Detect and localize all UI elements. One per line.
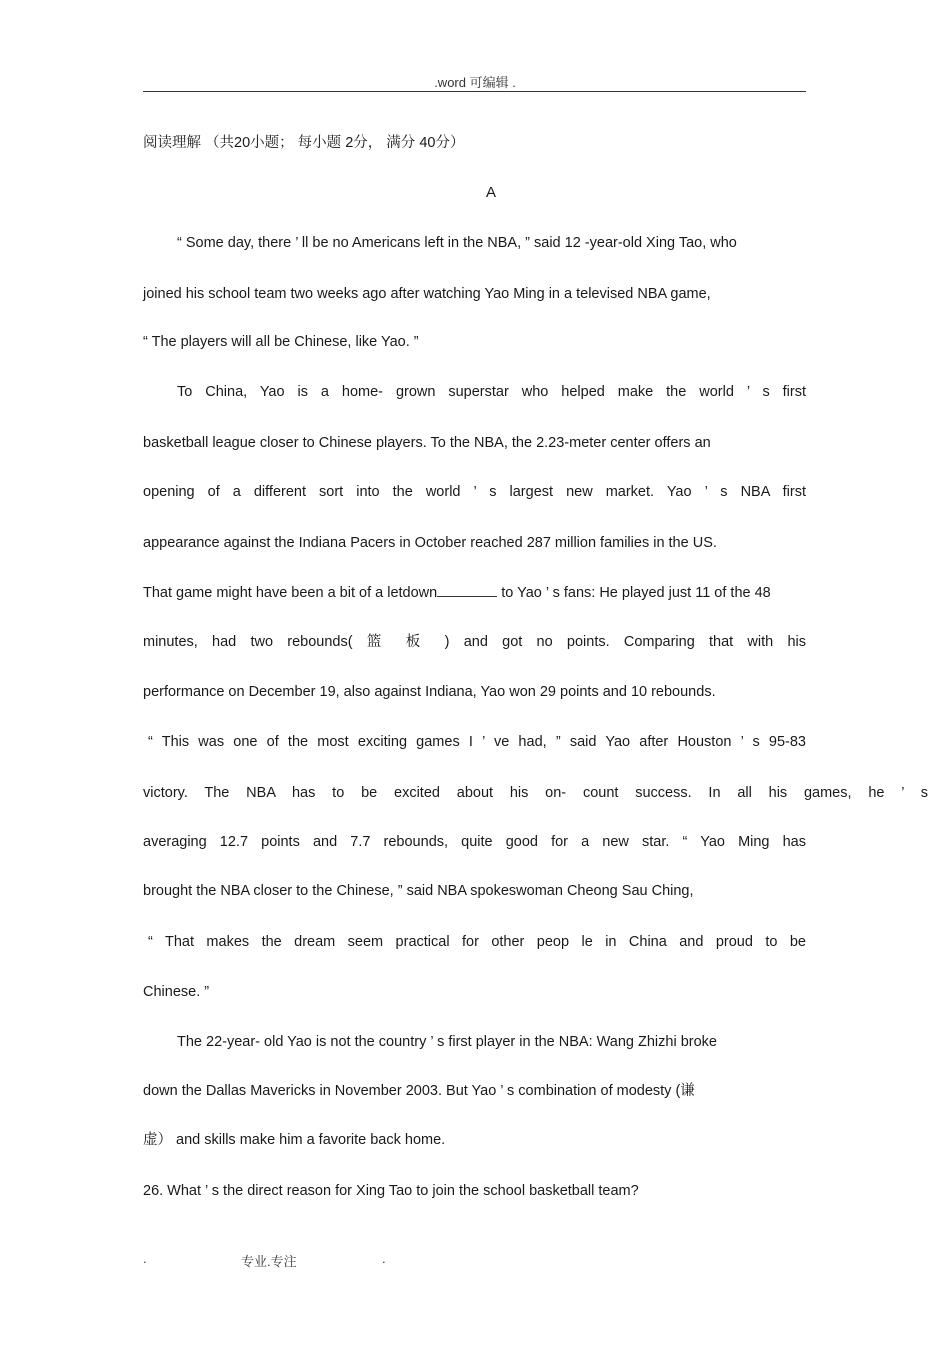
passage-line-12: victory. The NBA has to be excited about his on- count success. In all his games, he ’ s (143, 785, 928, 801)
passage-line-4: To China, Yao is a home- grown superstar who helped make the world ’ s first (177, 384, 806, 400)
passage-line-7: appearance against the Indiana Pacers in October reached 287 million families in the US. (143, 535, 717, 551)
question-26: 26. What ’ s the direct reason for Xing Tao to join the school basketball team? (143, 1183, 639, 1199)
passage-line-10: performance on December 19, also against Indiana, Yao won 29 points and 10 rebounds. (143, 684, 716, 700)
blank-line-rest: to Yao ’ s fans: He played just 11 of the 48 (501, 585, 771, 601)
passage-line-9: minutes, had two rebounds( 篮 板 ) and got no points. Comparing that with his (143, 634, 806, 650)
passage-line-18: down the Dallas Mavericks in November 2003. But Yao ’ s combination of modesty (谦 (143, 1083, 695, 1099)
passage-line-1: “ Some day, there ’ ll be no Americans left in the NBA, ” said 12 -year-old Xing Tao, who (177, 235, 737, 251)
passage-label: A (485, 184, 496, 201)
section-instruction: 阅读理解 （共20小题； 每小题 2分， 满分 40分） (143, 135, 465, 151)
page-header: .word 可编辑 . (434, 75, 516, 90)
passage-line-3: “ The players will all be Chinese, like Yao. ” (143, 334, 419, 350)
passage-line-13: averaging 12.7 points and 7.7 rebounds, quite good for a new star. “ Yao Ming has (143, 834, 806, 850)
passage-line-15: “ That makes the dream seem practical for other peop le in China and proud to be (148, 934, 806, 950)
passage-line-5: basketball league closer to Chinese players. To the NBA, the 2.23-meter center offers an (143, 435, 711, 451)
passage-line-6: opening of a different sort into the world ’ s largest new market. Yao ’ s NBA first (143, 484, 806, 500)
passage-line-17: The 22-year- old Yao is not the country ’ s first player in the NBA: Wang Zhizhi broke (177, 1034, 717, 1050)
passage-line-2: joined his school team two weeks ago after watching Yao Ming in a televised NBA game, (143, 286, 711, 302)
fill-in-blank (437, 582, 497, 597)
passage-line-19: 虚） and skills make him a favorite back home. (143, 1132, 446, 1148)
passage-line-16: Chinese. ” (143, 984, 210, 1000)
footer-left: . (143, 1251, 147, 1266)
passage-line-8 (143, 582, 806, 603)
passage-line-14: brought the NBA closer to the Chinese, ” said NBA spokeswoman Cheong Sau Ching, (143, 883, 694, 899)
passage-line-11: “ This was one of the most exciting games I ’ ve had, ” said Yao after Houston ’ s 95-83 (148, 734, 806, 750)
footer-right: . (382, 1251, 386, 1266)
header-divider (143, 91, 806, 92)
blank-line-prefix: That game might have been a bit of a letdown (143, 585, 438, 601)
footer-center: 专业.专注 (241, 1254, 297, 1269)
